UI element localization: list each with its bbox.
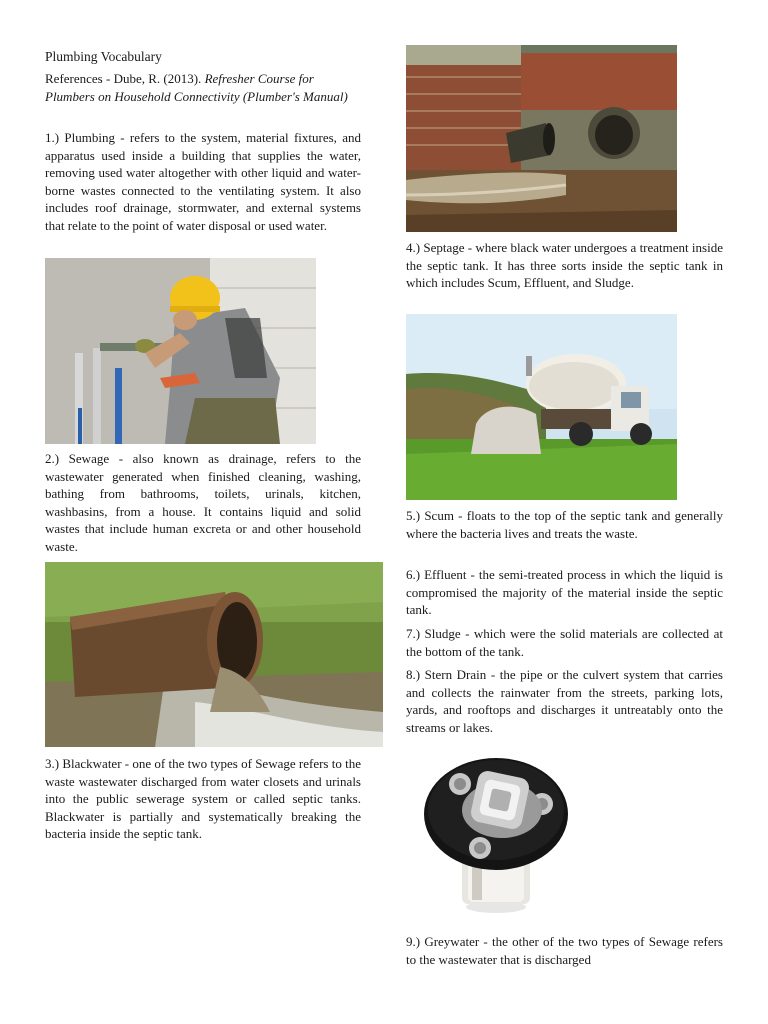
- pipe-outfall-photo: [45, 562, 383, 747]
- references-title: Refresher Course for Plumbers on Household Connectivity (Plumber's Manual): [45, 71, 348, 104]
- references: [45, 70, 361, 105]
- references-prefix: References - Dube, R. (2013).: [45, 71, 205, 86]
- item-stern-drain: 8.) Stern Drain - the pipe or the culvert system that carries and collects the rainwater from the streets, parking lots, yards, and rooftops and discharges it untreatably onto the streams or lakes.: [406, 667, 723, 735]
- drain-fitting-photo: [412, 752, 580, 920]
- drain-pipes-photo: [406, 45, 677, 232]
- item-effluent: 6.) Effluent - the semi-treated process in which the liquid is compromised the majority of the material inside the septic tank.: [406, 567, 723, 617]
- item-sludge: 7.) Sludge - which were the solid materials are collected at the bottom of the tank.: [406, 626, 723, 659]
- plumber-photo: [45, 258, 316, 444]
- page-title: Plumbing Vocabulary: [45, 49, 162, 64]
- item-greywater: 9.) Greywater - the other of the two types of Sewage refers to the wastewater that is discharged: [406, 934, 723, 967]
- item-plumbing: 1.) Plumbing - refers to the system, material fixtures, and apparatus used inside a building that supplies the water, removing used water altogether with other liquid and water-borne wastes connected to the ventilating system. It also includes roof drainage, stormwater, and external systems that relate to the point of water disposal or used water.: [45, 130, 361, 233]
- item-sewage: 2.) Sewage - also known as drainage, refers to the wastewater generated when finished cleaning, washing, bathing from bathrooms, toilets, urinals, kitchen, washbasins, from a house. It contains liquid and solid wastes that include human excreta or and other household waste.: [45, 451, 361, 554]
- septic-truck-photo: [406, 314, 677, 500]
- item-blackwater: 3.) Blackwater - one of the two types of Sewage refers to the waste wastewater discharged from water closets and urinals into the public sewerage system or called septic tanks. Blackwater is partially and systematically breaking the bacteria inside the septic tank.: [45, 756, 361, 841]
- item-scum: 5.) Scum - floats to the top of the septic tank and generally where the bacteria lives and treats the waste.: [406, 508, 723, 541]
- item-septage: 4.) Septage - where black water undergoes a treatment inside the septic tank. It has three sorts inside the septic tank in which includes Scum, Effluent, and Sludge.: [406, 240, 723, 290]
